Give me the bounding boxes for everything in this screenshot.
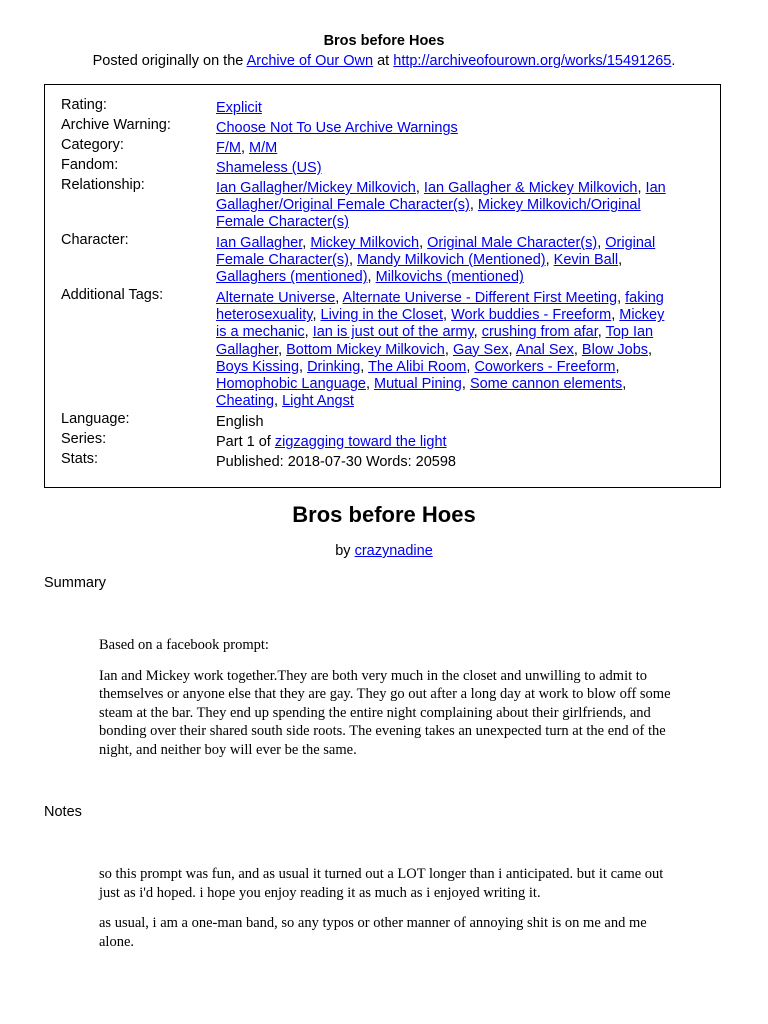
rating-label: Rating: xyxy=(61,97,107,113)
freeform-tag[interactable]: Top Ian xyxy=(605,324,654,341)
separator: , xyxy=(312,307,321,324)
by-text: by xyxy=(335,543,355,559)
freeform-tag-line xyxy=(216,376,706,393)
relationship-tag[interactable]: Female Character(s) xyxy=(216,214,349,231)
freeform-tag-line xyxy=(216,290,706,307)
author-link[interactable]: crazynadine xyxy=(354,543,433,559)
series-value xyxy=(216,434,706,451)
separator: , xyxy=(648,341,653,358)
series-label: Series: xyxy=(61,431,107,447)
freeform-tag[interactable]: Ian is just out of the army xyxy=(312,324,474,341)
relationship-tag[interactable]: Ian xyxy=(645,180,666,196)
freeform-tag-line xyxy=(216,342,706,359)
freeform-tag[interactable]: Anal Sex xyxy=(515,341,574,358)
notes-paragraph: as usual, i am a one-man band, so any typos or other manner of annoying shit is on me and me alone. xyxy=(99,915,647,950)
stats-label: Stats: xyxy=(61,451,99,467)
separator: , xyxy=(443,307,452,324)
character-tag[interactable]: Mandy Milkovich (Mentioned) xyxy=(357,252,546,269)
freeform-tag[interactable]: Mutual Pining xyxy=(374,376,462,393)
freeform-tag[interactable]: Homophobic Language xyxy=(216,376,366,393)
freeform-tag[interactable]: Gallagher xyxy=(216,341,279,358)
freeform-tag[interactable]: Alternate Universe - Different First Meeting xyxy=(342,290,618,306)
separator: , xyxy=(444,341,453,358)
category-tag[interactable]: F/M xyxy=(216,140,241,156)
separator: , xyxy=(274,393,283,410)
at-text: at xyxy=(373,53,394,69)
warning-tag[interactable]: Choose Not To Use Archive Warnings xyxy=(216,120,458,136)
character-tag-line xyxy=(216,235,706,252)
notes-paragraph: so this prompt was fun, and as usual it turned out a LOT longer than i anticipated. but it came out just as i'd hoped. i hope you enjoy reading it as much as i enjoyed writing it. xyxy=(99,866,664,901)
character-tag[interactable]: Mickey Milkovich xyxy=(310,235,420,251)
series-prefix: Part 1 of xyxy=(216,434,275,450)
separator: , xyxy=(461,376,470,393)
freeform-tag[interactable]: Mickey xyxy=(619,307,665,324)
freeform-tag[interactable]: faking xyxy=(625,290,664,306)
freeform-tag[interactable]: Work buddies - Freeform xyxy=(451,307,612,324)
relationship-tag[interactable]: Mickey Milkovich/Original xyxy=(477,197,641,214)
rating-value xyxy=(216,100,706,117)
freeform-tag-line xyxy=(216,324,706,341)
separator: , xyxy=(299,358,308,375)
separator: , xyxy=(335,290,343,306)
separator: , xyxy=(508,341,516,358)
freeform-tag[interactable]: The Alibi Room xyxy=(368,358,467,375)
stats-value: Published: 2018-07-30 Words: 20598 xyxy=(216,454,456,470)
character-tag-line xyxy=(216,269,706,286)
work-url-link[interactable]: http://archiveofourown.org/works/15491265 xyxy=(393,53,672,69)
byline xyxy=(0,542,768,560)
metadata-box xyxy=(44,84,721,488)
character-tag[interactable]: Ian Gallagher xyxy=(216,235,303,251)
freeform-tag[interactable]: Living in the Closet xyxy=(320,307,444,324)
language-value: English xyxy=(216,414,264,430)
freeform-tag[interactable]: Alternate Universe xyxy=(216,290,336,306)
separator: , xyxy=(615,358,620,375)
relationship-tag-line xyxy=(216,214,706,231)
series-link[interactable]: zigzagging toward the light xyxy=(274,434,447,450)
freeform-tag[interactable]: heterosexuality xyxy=(216,307,313,324)
category-tag[interactable]: M/M xyxy=(249,140,278,156)
freeform-tag-line xyxy=(216,307,706,324)
separator: , xyxy=(617,290,626,306)
character-label: Character: xyxy=(61,232,129,248)
separator: , xyxy=(597,235,606,251)
freeform-tag[interactable]: Gay Sex xyxy=(452,341,509,358)
freeform-tag[interactable]: is a mechanic xyxy=(216,324,305,341)
document-header xyxy=(0,31,768,71)
summary-paragraph: Ian and Mickey work together.They are both very much in the closet and unwilling to admit to themselves or anyone else that they are gay. They go out after a long day at work to blow off some steam at the bar. They end up spending the entire night complaining about their girlfriends, and bonding over their shared south side roots. The evening takes an unexpected turn at the end of the night, and neither boy will ever be the same. xyxy=(99,667,671,758)
separator: , xyxy=(469,197,478,214)
freeform-tag[interactable]: Some cannon elements xyxy=(469,376,623,393)
separator: , xyxy=(302,235,311,251)
freeform-tag[interactable]: Bottom Mickey Milkovich xyxy=(286,341,445,358)
separator: , xyxy=(304,324,313,341)
summary-heading: Summary xyxy=(44,575,107,591)
header-title: Bros before Hoes xyxy=(323,33,445,49)
archive-link[interactable]: Archive of Our Own xyxy=(246,53,374,69)
separator: , xyxy=(637,180,646,196)
separator: , xyxy=(473,324,482,341)
separator: , xyxy=(466,358,475,375)
freeform-tag[interactable]: crushing from afar xyxy=(481,324,598,341)
character-value xyxy=(216,235,706,287)
freeform-tag-line xyxy=(216,393,706,410)
relationship-tag-line xyxy=(216,197,706,214)
separator: , xyxy=(365,376,375,393)
relationship-label: Relationship: xyxy=(61,177,145,193)
freeform-tag[interactable]: Boys Kissing xyxy=(216,358,300,375)
relationship-tag[interactable]: Gallagher/Original Female Character(s) xyxy=(216,197,470,214)
relationship-tag[interactable]: Ian Gallagher & Mickey Milkovich xyxy=(423,180,638,196)
character-tag[interactable]: Milkovichs (mentioned) xyxy=(375,269,524,286)
relationship-tag[interactable]: Ian Gallagher/Mickey Milkovich xyxy=(216,180,416,196)
freeform-tag[interactable]: Coworkers - Freeform xyxy=(474,358,616,375)
freeform-tag[interactable]: Cheating xyxy=(216,393,275,410)
posted-line xyxy=(0,51,768,71)
notes-body xyxy=(99,865,679,963)
period: . xyxy=(671,53,676,69)
separator: , xyxy=(618,252,623,269)
additional-tags-label: Additional Tags: xyxy=(61,287,164,303)
freeform-tag[interactable]: Blow Jobs xyxy=(581,341,649,358)
warning-label: Archive Warning: xyxy=(61,117,171,133)
relationship-value xyxy=(216,180,706,232)
category-value: F/M, M/M xyxy=(216,140,278,156)
relationship-tag-line xyxy=(216,180,706,197)
work-title: Bros before Hoes xyxy=(292,502,476,527)
separator: , xyxy=(622,376,627,393)
character-tag[interactable]: Gallaghers (mentioned) xyxy=(216,269,368,286)
character-tag[interactable]: Original xyxy=(605,235,656,251)
fandom-value xyxy=(216,160,706,177)
additional-tags-value xyxy=(216,290,706,410)
separator: , xyxy=(611,307,620,324)
character-tag[interactable]: Female Character(s) xyxy=(216,252,349,269)
separator: , xyxy=(367,269,376,286)
separator: , xyxy=(415,180,424,196)
freeform-tag-line xyxy=(216,359,706,376)
separator: , xyxy=(348,252,358,269)
separator: , xyxy=(278,341,287,358)
fandom-tag[interactable]: Shameless (US) xyxy=(216,160,322,176)
warning-value xyxy=(216,120,706,137)
separator: , xyxy=(545,252,554,269)
summary-paragraph: Based on a facebook prompt: xyxy=(99,637,269,653)
character-tag[interactable]: Original Male Character(s) xyxy=(427,235,598,251)
separator: , xyxy=(419,235,428,251)
separator: , xyxy=(573,341,582,358)
summary-body xyxy=(99,636,679,771)
notes-heading: Notes xyxy=(44,804,82,820)
category-label: Category: xyxy=(61,137,124,153)
rating-tag[interactable]: Explicit xyxy=(216,100,262,116)
separator: , xyxy=(597,324,606,341)
fandom-label: Fandom: xyxy=(61,157,119,173)
freeform-tag[interactable]: Drinking xyxy=(307,358,361,375)
character-tag-line xyxy=(216,252,706,269)
separator: , xyxy=(360,358,369,375)
language-label: Language: xyxy=(61,411,130,427)
character-tag[interactable]: Kevin Ball xyxy=(553,252,619,269)
freeform-tag[interactable]: Light Angst xyxy=(282,393,354,410)
posted-prefix: Posted originally on the xyxy=(92,53,247,69)
